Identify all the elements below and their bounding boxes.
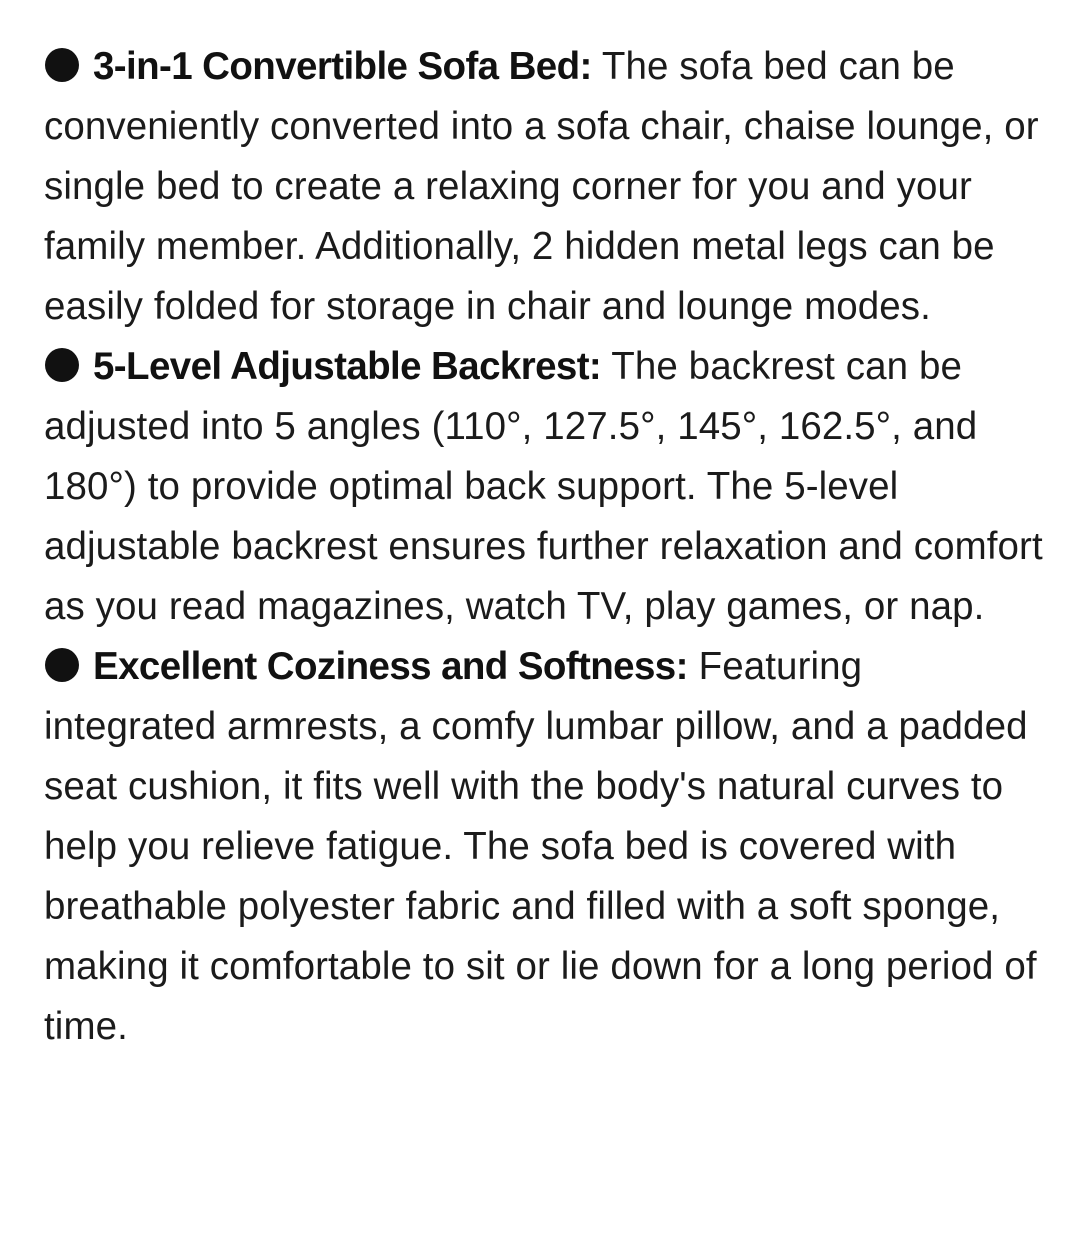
feature-description: The sofa bed can be conveniently converted into a sofa chair, chaise lounge, or single bed to create a relaxing corner for you and your family member. Additionally, 2 hidden metal legs can be easily folded for storage in chair and lounge modes.: [44, 45, 1039, 328]
feature-description: The backrest can be adjusted into 5 angles (110°, 127.5°, 145°, 162.5°, and 180°) to provide optimal back support. The 5-level adjustable backrest ensures further relaxation and comfort as you read magazines, watch TV, play games, or nap.: [44, 345, 1043, 628]
feature-description: Featuring integrated armrests, a comfy lumbar pillow, and a padded seat cushion, it fits well with the body's natural curves to help you relieve fatigue. The sofa bed is covered with breathable polyester fabric and filled with a soft sponge, making it comfortable to sit or lie down for a long period of time.: [44, 645, 1037, 1048]
feature-title: 5-Level Adjustable Backrest:: [93, 345, 602, 388]
feature-title: 3-in-1 Convertible Sofa Bed:: [93, 45, 592, 88]
bullet-dot-icon: [45, 648, 79, 682]
feature-coziness-softness: [44, 637, 1044, 1057]
bullet-dot-icon: [45, 48, 79, 82]
feature-adjustable-backrest: [44, 337, 1044, 637]
product-feature-list: [44, 37, 1044, 1057]
feature-title: Excellent Coziness and Softness:: [93, 645, 688, 688]
bullet-dot-icon: [45, 348, 79, 382]
feature-convertible-sofa-bed: [44, 37, 1044, 337]
